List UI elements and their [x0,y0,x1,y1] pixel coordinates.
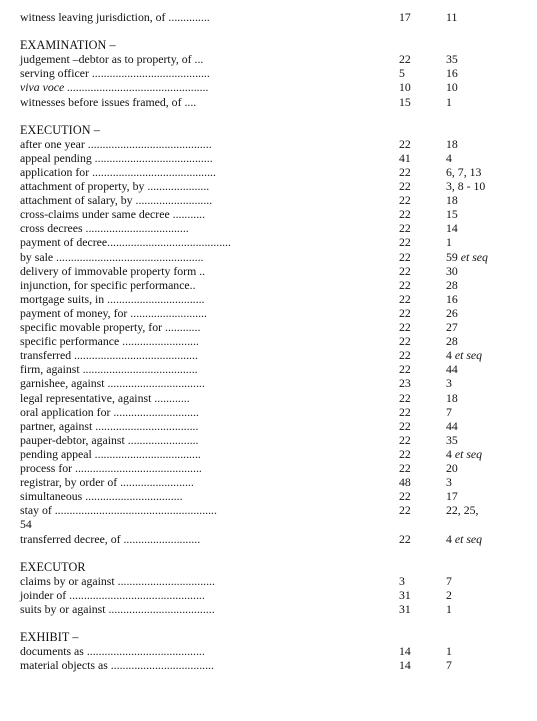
chapter-number: 22 [399,320,411,334]
rule-number-value: 6, 7, 13 [446,164,482,179]
rule-number-value: 44 [446,362,458,377]
rule-number-value: 14 [446,221,458,236]
rule-number-value: 7 [446,573,452,588]
entry-text: joinder of .............................................. [20,587,205,602]
rule-number [446,588,452,602]
index-entry [20,10,530,24]
rule-suffix: et seq [454,531,483,546]
rule-number-value: 16 [446,66,458,81]
rule-number-value: 11 [446,10,458,24]
entry-text: appeal pending ........................................ [20,150,213,165]
entry-text: process for ........................................... [20,461,202,475]
rule-number-value: 59 [446,249,461,264]
chapter-number: 22 [399,249,411,264]
index-entry [20,137,530,151]
rule-number [446,376,452,390]
rule-number [446,80,458,94]
rule-number [446,475,452,489]
entry-text: by sale .................................................. [20,249,204,264]
entry-text: partner, against ................................... [20,418,199,433]
rule-number [446,602,452,616]
chapter-number: 22 [399,334,411,349]
entry-text: witnesses before issues framed, of .... [20,94,197,109]
rule-number [446,179,485,193]
entry-text: delivery of immovable property form .. [20,263,206,278]
chapter-number: 22 [399,461,411,475]
rule-number-value: 35 [446,52,458,67]
rule-number [446,391,458,405]
rule-number [446,10,457,24]
rule-number-value: 1 [446,235,452,250]
rule-number [446,362,458,376]
entry-text: simultaneous ................................. [20,489,183,504]
rule-number [446,644,452,658]
rule-number-value: 28 [446,277,458,292]
index-entry [20,503,530,531]
chapter-number: 22 [399,277,411,292]
chapter-number: 22 [399,221,411,236]
entry-text: transferred decree, of .......................... [20,531,201,546]
rule-number-value: 4 [446,150,452,165]
rule-number [446,348,482,362]
chapter-number: 22 [399,305,411,320]
rule-number-value: 1 [446,644,452,659]
rule-suffix: et seq [460,249,488,264]
entry-text: judgement –debtor as to property, of ... [20,52,204,67]
index-entry [20,391,530,405]
entry-text: payment of decree.......................................... [20,235,231,250]
rule-number [446,306,458,320]
index-entry [20,66,530,80]
index-entry [20,278,530,292]
chapter-number: 22 [399,179,411,193]
section-heading: EXHIBIT – [20,630,79,644]
rule-number-value: 26 [446,305,458,320]
chapter-number: 31 [399,587,411,602]
index-entry [20,489,530,503]
entry-text: garnishee, against ................................. [20,376,205,391]
rule-number-value: 30 [446,263,458,278]
rule-number-value: 20 [446,461,458,475]
rule-number [446,461,458,475]
rule-number-value: 28 [446,334,458,349]
chapter-number: 22 [399,136,411,151]
chapter-number: 22 [399,291,411,306]
rule-number-value: 17 [446,489,458,504]
chapter-number: 22 [399,446,411,461]
entry-text: claims by or against ................................. [20,573,215,588]
chapter-number: 22 [399,362,411,377]
index-entry [20,433,530,447]
chapter-number: 22 [399,164,411,179]
index-entry [20,405,530,419]
index-entry [20,151,530,165]
rule-number [446,292,458,306]
chapter-number: 41 [399,150,411,165]
chapter-number: 22 [399,404,411,419]
index-entry [20,235,530,249]
chapter-number: 3 [399,573,405,588]
rule-number-value: 35 [446,432,458,447]
entry-text: cross decrees ................................... [20,221,189,236]
chapter-number: 22 [399,52,411,67]
rule-number-value: 22, 25, [446,503,479,518]
rule-number-value: 3, 8 - 10 [446,179,486,193]
index-entry [20,207,530,221]
rule-number-value: 16 [446,291,458,306]
index-entry [20,165,530,179]
wrapped-rule-number: 54 [20,517,32,532]
entry-text: attachment of salary, by .......................... [20,193,213,208]
entry-text: specific performance .......................... [20,334,199,349]
rule-number [446,264,458,278]
chapter-number: 22 [399,193,411,208]
chapter-number: 22 [399,207,411,222]
rule-number [446,137,458,151]
rule-number [446,320,458,334]
index-entry [20,348,530,362]
index-entry [20,334,530,348]
index-entry [20,658,530,672]
chapter-number: 14 [399,658,411,673]
index-entry [20,588,530,602]
chapter-number: 10 [399,80,411,95]
rule-number [446,250,488,264]
rule-number-value: 15 [446,207,458,222]
rule-number [446,405,452,419]
rule-number-value: 1 [446,601,452,616]
entry-text: pending appeal .................................... [20,446,201,461]
section-heading: EXECUTOR [20,559,86,574]
section-heading: EXECUTION – [20,122,100,137]
chapter-number: 48 [399,475,411,490]
rule-number-value: 27 [446,320,458,334]
index-entry [20,95,530,109]
entry-text: viva voce ................................................ [20,80,209,95]
entry-text: stay of ....................................................... [20,503,217,518]
chapter-number: 22 [399,432,411,447]
index-entry [20,80,530,94]
entry-text: specific movable property, for ............ [20,320,201,334]
rule-number [446,95,452,109]
rule-number-value: 4 [446,446,455,461]
rule-number [446,207,458,221]
rule-number-value: 18 [446,136,458,151]
entry-text: mortgage suits, in ................................. [20,291,205,306]
chapter-number: 22 [399,503,411,518]
rule-number [446,52,458,66]
rule-number [446,151,452,165]
index-entry [20,52,530,66]
index-entry [20,264,530,278]
rule-number [446,221,458,235]
rule-number-value: 1 [446,94,452,109]
entry-text: registrar, by order of ......................... [20,475,194,490]
rule-number [446,447,482,461]
chapter-number: 22 [399,418,411,433]
chapter-number: 22 [399,263,411,278]
index-entry [20,306,530,320]
chapter-number: 22 [399,348,411,363]
entry-text: material objects as ................................... [20,658,214,673]
rule-suffix: et seq [454,348,483,363]
chapter-number: 14 [399,644,411,659]
entry-text: suits by or against .................................... [20,601,215,616]
entry-text: application for .......................................... [20,164,216,179]
rule-number-value: 2 [446,587,452,602]
index-entry [20,221,530,235]
chapter-number: 22 [399,390,411,405]
chapter-number: 5 [399,66,405,81]
index-entry [20,644,530,658]
rule-number-value: 7 [446,658,452,673]
rule-number [446,658,452,672]
index-entry [20,447,530,461]
entry-text: documents as ........................................ [20,644,205,659]
rule-number [446,489,458,503]
rule-number [446,193,458,207]
rule-number-value: 18 [446,193,458,208]
rule-number-value: 18 [446,390,458,405]
index-entry [20,574,530,588]
chapter-number: 22 [399,235,411,250]
entry-text: after one year .......................................... [20,136,212,151]
rule-number-value: 4 [446,531,455,546]
index-entry [20,320,530,334]
chapter-number: 31 [399,601,411,616]
rule-number-value: 44 [446,418,458,433]
rule-number [446,334,458,348]
index-entry [20,193,530,207]
rule-number-value: 7 [446,404,452,419]
rule-number [446,433,458,447]
entry-text: witness leaving jurisdiction, of .............. [20,10,210,24]
index-entry [20,419,530,433]
index-entry [20,362,530,376]
entry-text: serving officer ........................................ [20,66,210,81]
entry-text: oral application for ............................. [20,404,199,419]
entry-text: pauper-debtor, against ........................ [20,432,199,447]
rule-number [446,278,458,292]
index-entry [20,602,530,616]
chapter-number: 23 [399,376,411,391]
rule-number [446,503,478,517]
index-entry [20,475,530,489]
index-entry [20,179,530,193]
rule-number [446,165,481,179]
index-entry [20,532,530,546]
index-entry [20,461,530,475]
entry-text: payment of money, for .......................... [20,305,207,320]
rule-number-value: 10 [446,80,458,95]
rule-number [446,66,458,80]
entry-text: attachment of property, by ..................... [20,179,210,193]
chapter-number: 22 [399,531,411,546]
entry-text: cross-claims under same decree ........... [20,207,206,222]
entry-text: injunction, for specific performance.. [20,277,196,292]
entry-text: firm, against ....................................... [20,362,198,377]
entry-text: legal representative, against ............ [20,390,190,405]
chapter-number: 22 [399,489,411,504]
chapter-number: 15 [399,94,411,109]
rule-number [446,235,452,249]
chapter-number: 17 [399,10,411,24]
index-entry [20,376,530,390]
entry-text: transferred .......................................... [20,348,198,363]
rule-number-value: 4 [446,348,455,363]
rule-number [446,574,452,588]
index-entry [20,250,530,264]
index-entry [20,292,530,306]
section-heading: EXAMINATION – [20,38,116,53]
rule-suffix: et seq [454,446,483,461]
rule-number [446,532,482,546]
rule-number [446,419,458,433]
rule-number-value: 3 [446,376,452,391]
rule-number-value: 3 [446,475,452,490]
